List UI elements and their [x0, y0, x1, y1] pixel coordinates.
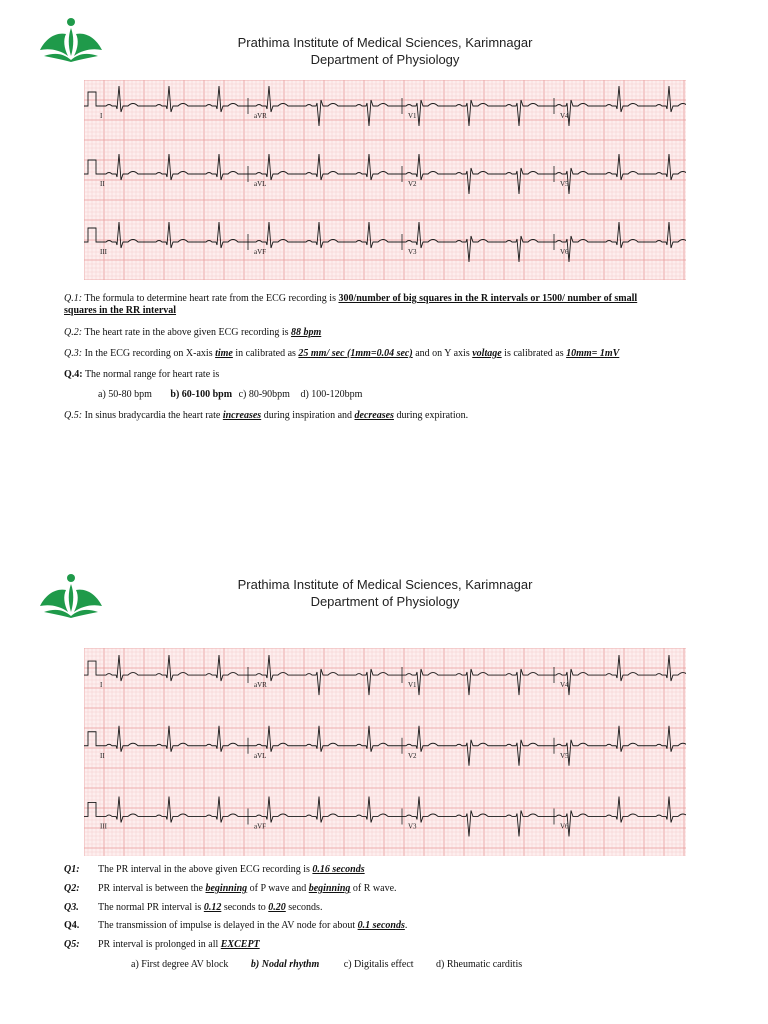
- option-b: b) 60-100 bpm: [170, 389, 233, 400]
- lead-label: V3: [408, 822, 417, 831]
- lead-label: V5: [560, 751, 569, 760]
- institute-logo-icon: [38, 16, 104, 62]
- lead-label: aVL: [254, 751, 267, 760]
- lead-label: aVL: [254, 180, 267, 188]
- option-a: a) First degree AV block: [131, 959, 229, 970]
- lead-label: V2: [408, 180, 417, 188]
- lead-label: I: [100, 112, 103, 120]
- lead-label: V2: [408, 751, 417, 760]
- option-a: a) 50-80 bpm: [98, 389, 152, 400]
- lead-label: III: [100, 248, 107, 256]
- question-q5-options: [131, 959, 591, 971]
- lead-label: II: [100, 751, 105, 760]
- lead-label: aVR: [254, 681, 267, 690]
- lead-label: I: [100, 681, 103, 690]
- lead-label: V6: [560, 248, 569, 256]
- lead-label: aVF: [254, 248, 267, 256]
- lead-label: V6: [560, 822, 569, 831]
- lead-label: aVR: [254, 112, 267, 120]
- option-b: b) Nodal rhythm: [250, 959, 320, 970]
- option-d: d) Rheumatic carditis: [436, 959, 523, 970]
- institute-name: Prathima Institute of Medical Sciences, Karimnagar: [237, 577, 533, 592]
- question-3: Q.3: In the ECG recording on X-axis time in calibrated as 25 mm/ sec (1mm=0.04 sec) and on Y axis voltage is calibrated as 10mm= 1mV: [64, 348, 620, 359]
- lead-label: II: [100, 180, 105, 188]
- lead-label: V4: [560, 112, 569, 120]
- institute-logo-icon: [38, 572, 104, 618]
- lead-label: aVF: [254, 822, 267, 831]
- question-5: Q.5: In sinus bradycardia the heart rate increases during inspiration and decreases during expiration.: [64, 410, 469, 421]
- ecg-recording-1: [84, 80, 686, 280]
- lead-label: V1: [408, 112, 417, 120]
- lead-label: III: [100, 822, 107, 831]
- department-name: Department of Physiology: [310, 52, 460, 67]
- question-4-options: [98, 389, 618, 401]
- header: [200, 34, 570, 68]
- department-name: Department of Physiology: [310, 594, 460, 609]
- institute-name: Prathima Institute of Medical Sciences, Karimnagar: [237, 35, 533, 50]
- question-2: Q.2: The heart rate in the above given ECG recording is 88 bpm: [64, 327, 322, 338]
- option-c: c) 80-90bpm: [238, 389, 290, 400]
- ecg-strip: [84, 648, 686, 856]
- lead-label: V3: [408, 248, 417, 256]
- option-c: c) Digitalis effect: [343, 959, 414, 970]
- ecg-recording-2: [84, 648, 686, 856]
- option-d: d) 100-120bpm: [300, 389, 363, 400]
- lead-label: V5: [560, 180, 569, 188]
- ecg-strip: [84, 80, 686, 280]
- lead-label: V1: [408, 681, 417, 690]
- question-1: Q.1: The formula to determine heart rate from the ECG recording is 300/number of big squares in the R intervals or 1500/ number of small squares in the RR interval: [64, 293, 638, 316]
- header-2: [200, 576, 570, 610]
- lead-label: V4: [560, 681, 569, 690]
- question-4: Q.4: The normal range for heart rate is: [64, 369, 220, 380]
